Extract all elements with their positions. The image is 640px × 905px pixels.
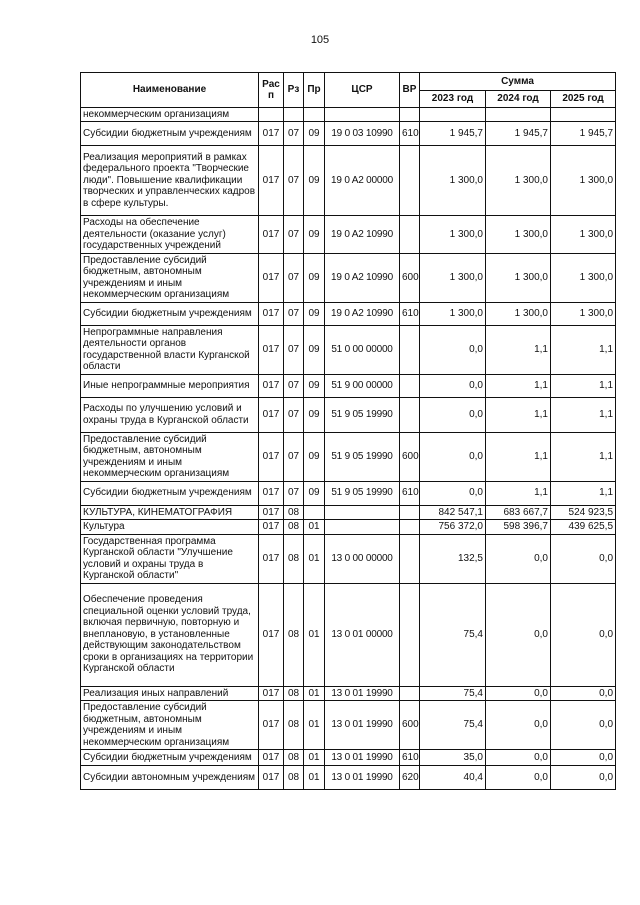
cell-rz: 08 (284, 534, 304, 583)
cell-y2024: 1,1 (486, 397, 551, 432)
cell-y2023: 35,0 (420, 750, 486, 766)
cell-y2025: 1 945,7 (551, 122, 616, 146)
cell-y2025: 0,0 (551, 686, 616, 701)
cell-vr (400, 505, 420, 520)
cell-rz: 08 (284, 766, 304, 790)
cell-rz: 08 (284, 505, 304, 520)
cell-y2025: 1,1 (551, 432, 616, 481)
cell-pr: 01 (304, 701, 325, 750)
cell-csr: 19 0 03 10990 (325, 122, 400, 146)
cell-y2023: 0,0 (420, 432, 486, 481)
cell-y2024: 1 300,0 (486, 302, 551, 325)
cell-csr (325, 108, 400, 122)
cell-name: Иные непрограммные мероприятия (81, 374, 259, 397)
cell-vr: 610 (400, 750, 420, 766)
cell-csr: 13 0 01 19990 (325, 701, 400, 750)
cell-rz: 08 (284, 583, 304, 686)
table-row (81, 534, 616, 583)
cell-y2025: 1 300,0 (551, 253, 616, 302)
cell-rasp: 017 (259, 701, 284, 750)
cell-name: Расходы по улучшению условий и охраны труда в Курганской области (81, 397, 259, 432)
cell-rasp (259, 108, 284, 122)
cell-csr: 13 0 01 19990 (325, 766, 400, 790)
cell-rasp: 017 (259, 122, 284, 146)
cell-vr (400, 397, 420, 432)
cell-rasp: 017 (259, 432, 284, 481)
cell-rasp: 017 (259, 766, 284, 790)
cell-y2025: 1 300,0 (551, 146, 616, 216)
cell-y2023: 0,0 (420, 374, 486, 397)
cell-y2024: 0,0 (486, 766, 551, 790)
cell-rasp: 017 (259, 216, 284, 254)
cell-pr: 01 (304, 583, 325, 686)
cell-pr: 01 (304, 534, 325, 583)
cell-rasp: 017 (259, 146, 284, 216)
cell-y2023: 75,4 (420, 583, 486, 686)
cell-y2024: 1 300,0 (486, 253, 551, 302)
cell-rasp: 017 (259, 325, 284, 374)
cell-y2025: 439 625,5 (551, 520, 616, 535)
table-row (81, 253, 616, 302)
cell-vr (400, 108, 420, 122)
cell-pr: 09 (304, 432, 325, 481)
cell-y2025: 0,0 (551, 534, 616, 583)
table-row (81, 686, 616, 701)
cell-rasp: 017 (259, 686, 284, 701)
cell-y2024 (486, 108, 551, 122)
table-row (81, 481, 616, 505)
header-csr: ЦСР (325, 73, 400, 108)
cell-vr: 610 (400, 481, 420, 505)
cell-name: Реализация иных направлений (81, 686, 259, 701)
cell-csr: 13 0 01 19990 (325, 686, 400, 701)
cell-y2025: 0,0 (551, 701, 616, 750)
cell-pr: 09 (304, 481, 325, 505)
cell-name: Субсидии бюджетным учреждениям (81, 750, 259, 766)
budget-table (80, 72, 616, 790)
cell-name: Субсидии бюджетным учреждениям (81, 122, 259, 146)
cell-pr: 09 (304, 374, 325, 397)
table-row (81, 146, 616, 216)
page-number: 105 (310, 34, 330, 46)
cell-rz (284, 108, 304, 122)
cell-vr: 600 (400, 432, 420, 481)
cell-vr: 610 (400, 302, 420, 325)
cell-csr: 13 0 01 19990 (325, 750, 400, 766)
cell-name: Предоставление субсидий бюджетным, автономным учреждениям и иным некоммерческим организациям (81, 432, 259, 481)
cell-y2025: 0,0 (551, 583, 616, 686)
cell-y2024: 683 667,7 (486, 505, 551, 520)
cell-y2025: 0,0 (551, 750, 616, 766)
table-row (81, 432, 616, 481)
cell-rasp: 017 (259, 750, 284, 766)
cell-rz: 07 (284, 325, 304, 374)
table-row (81, 216, 616, 254)
cell-rz: 07 (284, 216, 304, 254)
table-row (81, 397, 616, 432)
cell-y2025: 1,1 (551, 481, 616, 505)
cell-rasp: 017 (259, 481, 284, 505)
cell-y2024: 0,0 (486, 750, 551, 766)
cell-y2024: 0,0 (486, 686, 551, 701)
cell-y2025: 1 300,0 (551, 302, 616, 325)
cell-vr: 620 (400, 766, 420, 790)
cell-rz: 07 (284, 146, 304, 216)
header-2023: 2023 год (420, 91, 486, 108)
cell-csr: 19 0 A2 10990 (325, 216, 400, 254)
cell-csr: 19 0 A2 10990 (325, 253, 400, 302)
cell-y2024: 598 396,7 (486, 520, 551, 535)
table-row (81, 122, 616, 146)
cell-y2024: 1,1 (486, 374, 551, 397)
cell-name: Субсидии бюджетным учреждениям (81, 302, 259, 325)
cell-csr: 19 0 A2 00000 (325, 146, 400, 216)
table-row (81, 701, 616, 750)
table-row (81, 766, 616, 790)
cell-vr (400, 534, 420, 583)
cell-pr: 09 (304, 325, 325, 374)
cell-name: Культура (81, 520, 259, 535)
cell-rasp: 017 (259, 583, 284, 686)
cell-pr: 09 (304, 253, 325, 302)
cell-y2024: 1 300,0 (486, 216, 551, 254)
cell-csr: 51 0 00 00000 (325, 325, 400, 374)
cell-rasp: 017 (259, 505, 284, 520)
cell-rz: 07 (284, 122, 304, 146)
cell-name: Субсидии автономным учреждениям (81, 766, 259, 790)
cell-y2025 (551, 108, 616, 122)
cell-y2023: 1 300,0 (420, 302, 486, 325)
cell-vr: 600 (400, 253, 420, 302)
header-pr: Пр (304, 73, 325, 108)
cell-y2024: 0,0 (486, 534, 551, 583)
cell-y2024: 1,1 (486, 432, 551, 481)
cell-vr: 600 (400, 701, 420, 750)
cell-csr (325, 505, 400, 520)
cell-vr (400, 374, 420, 397)
cell-vr: 610 (400, 122, 420, 146)
cell-y2025: 1,1 (551, 374, 616, 397)
cell-y2023: 0,0 (420, 397, 486, 432)
cell-y2023: 1 945,7 (420, 122, 486, 146)
cell-name: КУЛЬТУРА, КИНЕМАТОГРАФИЯ (81, 505, 259, 520)
header-2025: 2025 год (551, 91, 616, 108)
cell-y2024: 1,1 (486, 325, 551, 374)
cell-rz: 07 (284, 374, 304, 397)
cell-vr (400, 520, 420, 535)
cell-y2023: 842 547,1 (420, 505, 486, 520)
cell-csr (325, 520, 400, 535)
cell-pr: 09 (304, 397, 325, 432)
table-row (81, 505, 616, 520)
cell-rasp: 017 (259, 534, 284, 583)
cell-rz: 08 (284, 520, 304, 535)
cell-y2023: 75,4 (420, 701, 486, 750)
cell-y2025: 524 923,5 (551, 505, 616, 520)
cell-rz: 08 (284, 686, 304, 701)
cell-csr: 51 9 05 19990 (325, 397, 400, 432)
cell-vr (400, 216, 420, 254)
cell-name: Расходы на обеспечение деятельности (оказание услуг) государственных учреждений (81, 216, 259, 254)
cell-csr: 51 9 00 00000 (325, 374, 400, 397)
header-rz: Рз (284, 73, 304, 108)
cell-y2024: 1 300,0 (486, 146, 551, 216)
cell-rz: 08 (284, 701, 304, 750)
cell-pr (304, 108, 325, 122)
cell-name: некоммерческим организациям (81, 108, 259, 122)
cell-csr: 13 0 01 00000 (325, 583, 400, 686)
cell-pr: 09 (304, 302, 325, 325)
cell-vr (400, 325, 420, 374)
cell-name: Субсидии бюджетным учреждениям (81, 481, 259, 505)
header-2024: 2024 год (486, 91, 551, 108)
cell-pr: 01 (304, 766, 325, 790)
cell-y2023: 1 300,0 (420, 216, 486, 254)
cell-rz: 07 (284, 432, 304, 481)
cell-pr: 01 (304, 520, 325, 535)
cell-rz: 07 (284, 481, 304, 505)
cell-rz: 07 (284, 253, 304, 302)
cell-rasp: 017 (259, 302, 284, 325)
cell-rz: 08 (284, 750, 304, 766)
cell-pr: 09 (304, 216, 325, 254)
cell-rasp: 017 (259, 520, 284, 535)
cell-y2023: 1 300,0 (420, 146, 486, 216)
header-vr: ВР (400, 73, 420, 108)
cell-rasp: 017 (259, 253, 284, 302)
header-name: Наименование (81, 73, 259, 108)
cell-csr: 19 0 A2 10990 (325, 302, 400, 325)
cell-csr: 51 9 05 19990 (325, 481, 400, 505)
cell-y2024: 1,1 (486, 481, 551, 505)
cell-y2025: 1 300,0 (551, 216, 616, 254)
table-row (81, 583, 616, 686)
cell-y2023: 0,0 (420, 325, 486, 374)
cell-pr (304, 505, 325, 520)
cell-csr: 13 0 00 00000 (325, 534, 400, 583)
cell-y2025: 1,1 (551, 397, 616, 432)
cell-pr: 01 (304, 750, 325, 766)
cell-y2024: 1 945,7 (486, 122, 551, 146)
cell-y2024: 0,0 (486, 701, 551, 750)
cell-csr: 51 9 05 19990 (325, 432, 400, 481)
cell-y2023: 75,4 (420, 686, 486, 701)
cell-y2025: 0,0 (551, 766, 616, 790)
table-row (81, 750, 616, 766)
header-sum: Сумма (420, 73, 616, 91)
cell-y2023 (420, 108, 486, 122)
cell-name: Государственная программа Курганской области "Улучшение условий и охраны труда в Курганской области" (81, 534, 259, 583)
cell-vr (400, 583, 420, 686)
cell-rasp: 017 (259, 374, 284, 397)
cell-y2024: 0,0 (486, 583, 551, 686)
cell-name: Реализация мероприятий в рамках федерального проекта "Творческие люди". Повышение квалификации творческих и управленческих кадров в сфере культуры. (81, 146, 259, 216)
cell-vr (400, 686, 420, 701)
header-rasp: Рас п (259, 73, 284, 108)
table-row (81, 302, 616, 325)
cell-rz: 07 (284, 302, 304, 325)
cell-y2023: 0,0 (420, 481, 486, 505)
table-row (81, 520, 616, 535)
cell-pr: 01 (304, 686, 325, 701)
cell-pr: 09 (304, 122, 325, 146)
cell-vr (400, 146, 420, 216)
cell-y2025: 1,1 (551, 325, 616, 374)
table-row (81, 374, 616, 397)
cell-y2023: 1 300,0 (420, 253, 486, 302)
cell-name: Обеспечение проведения специальной оценки условий труда, включая первичную, повторную и внеплановую, в установленные действующим законодательством сроки в организациях на территории Курганской области (81, 583, 259, 686)
cell-y2023: 40,4 (420, 766, 486, 790)
cell-pr: 09 (304, 146, 325, 216)
cell-y2023: 756 372,0 (420, 520, 486, 535)
cell-rasp: 017 (259, 397, 284, 432)
table-row (81, 108, 616, 122)
cell-name: Непрограммные направления деятельности органов государственной власти Курганской области (81, 325, 259, 374)
cell-rz: 07 (284, 397, 304, 432)
cell-name: Предоставление субсидий бюджетным, автономным учреждениям и иным некоммерческим организациям (81, 701, 259, 750)
cell-name: Предоставление субсидий бюджетным, автономным учреждениям и иным некоммерческим организациям (81, 253, 259, 302)
cell-y2023: 132,5 (420, 534, 486, 583)
table-row (81, 325, 616, 374)
